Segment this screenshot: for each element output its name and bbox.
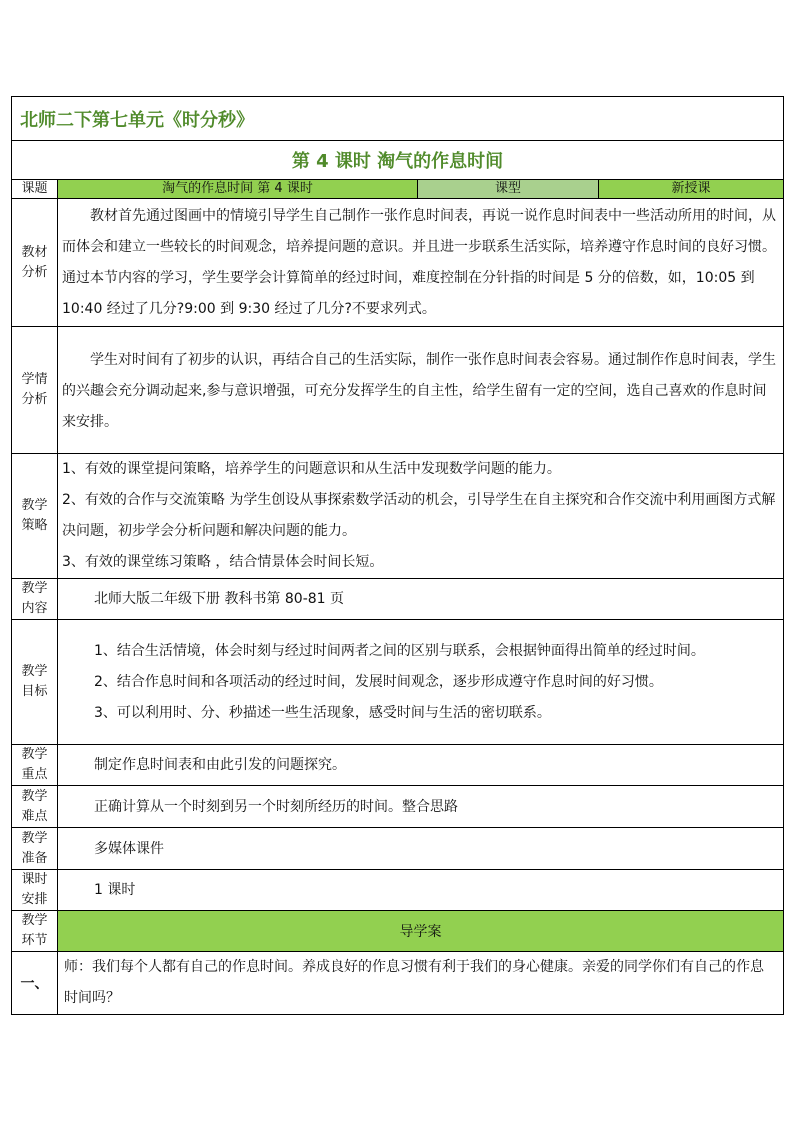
key-point-label xyxy=(12,745,58,786)
goal-item: 1、结合生活情境，体会时刻与经过时间两者之间的区别与联系，会根据钟面得出简单的经过时间。 xyxy=(94,642,705,659)
preparation-label xyxy=(12,828,58,870)
subtitle-row xyxy=(12,141,784,180)
goal-item: 3、可以利用时、分、秒描述一些生活现象，感受时间与生活的密切联系。 xyxy=(94,704,551,721)
lesson-title: 第 4 课时 淘气的作息时间 xyxy=(12,141,784,180)
label-line: 分析 xyxy=(21,392,48,407)
strategy-content xyxy=(58,454,784,579)
strategy-item: 1、有效的课堂提问策略，培养学生的问题意识和从生活中发现数学问题的能力。 xyxy=(62,461,561,477)
student-analysis-text: 学生对时间有了初步的认识，再结合自己的生活实际，制作一张作息时间表会容易。通过制作作息时间表，学生的兴趣会充分调动起来,参与意识增强，可充分发挥学生的自主性，给学生留有一定的空间，选自己喜欢的作息时间来安排。 xyxy=(62,351,776,430)
label-line: 学情 xyxy=(21,372,48,387)
title-row xyxy=(12,97,784,141)
type-value: 新授课 xyxy=(599,180,784,199)
textbook-analysis-row xyxy=(12,199,784,327)
content-row xyxy=(12,579,784,620)
label-line: 教学 xyxy=(21,788,48,804)
label-line: 重点 xyxy=(21,767,48,782)
textbook-analysis-text: 教材首先通过图画中的情境引导学生自己制作一张作息时间表，再说一说作息时间表中一些活动所用的时间，从而体会和建立一些较长的时间观念，培养提问题的意识。并且进一步联系生活实际，培养遵守作息时间的良好习惯。通过本节内容的学习，学生要学会计算简单的经过时间，难度控制在分针指的时间是 5 分的倍数，如，10:05 到 10:40 经过了几分?9:00 到 9:30 经过了几分?不要求列式。 xyxy=(62,207,776,317)
student-analysis-content xyxy=(58,327,784,454)
topic-value: 淘气的作息时间 第 4 课时 xyxy=(58,180,418,199)
schedule-label xyxy=(12,870,58,911)
student-analysis-row xyxy=(12,327,784,454)
strategy-label xyxy=(12,454,58,579)
schedule-value: 1 课时 xyxy=(58,870,784,911)
schedule-row xyxy=(12,870,784,911)
label-line: 教学 xyxy=(21,664,48,679)
difficulty-label xyxy=(12,786,58,828)
type-label: 课型 xyxy=(418,180,599,199)
process-row xyxy=(12,911,784,952)
label-line: 准备 xyxy=(21,850,48,866)
preparation-row xyxy=(12,828,784,870)
label-line: 策略 xyxy=(21,518,48,533)
difficulty-row xyxy=(12,786,784,828)
label-line: 内容 xyxy=(21,601,48,616)
label-line: 环节 xyxy=(21,933,48,948)
strategy-row xyxy=(12,454,784,579)
goals-label xyxy=(12,620,58,745)
step-number: 一、 xyxy=(12,952,58,1015)
info-row xyxy=(12,180,784,199)
label-line: 教学 xyxy=(21,498,48,513)
label-line: 教学 xyxy=(21,913,48,928)
key-point-value: 制定作息时间表和由此引发的问题探究。 xyxy=(58,745,784,786)
textbook-analysis-content xyxy=(58,199,784,327)
strategy-item: 3、有效的课堂练习策略 ，结合情景体会时间长短。 xyxy=(62,554,384,570)
label-line: 教学 xyxy=(21,581,48,596)
difficulty-value: 正确计算从一个时刻到另一个时刻所经历的时间。整合思路 xyxy=(58,786,784,828)
step-one-text: 师：我们每个人都有自己的作息时间。养成良好的作息习惯有利于我们的身心健康。亲爱的同学你们有自己的作息时间吗？ xyxy=(64,959,764,1006)
label-line: 教学 xyxy=(21,830,48,846)
unit-title: 北师二下第七单元《时分秒》 xyxy=(12,97,784,141)
label-line: 课时 xyxy=(21,872,48,887)
step-one-row xyxy=(12,952,784,1015)
label-line: 分析 xyxy=(21,264,48,280)
lesson-plan-table xyxy=(11,96,784,1015)
step-one-content xyxy=(58,952,784,1015)
preparation-value: 多媒体课件 xyxy=(58,828,784,870)
goals-row xyxy=(12,620,784,745)
guided-learning-header: 导学案 xyxy=(58,911,784,952)
label-line: 目标 xyxy=(21,684,48,699)
key-point-row xyxy=(12,745,784,786)
strategy-item: 2、有效的合作与交流策略 为学生创设从事探索数学活动的机会，引导学生在自主探究和合作交流中利用画图方式解决问题，初步学会分析问题和解决问题的能力。 xyxy=(62,492,776,539)
content-label xyxy=(12,579,58,620)
label-line: 教学 xyxy=(21,747,48,762)
label-line: 教材 xyxy=(21,244,48,260)
content-value: 北师大版二年级下册 教科书第 80-81 页 xyxy=(58,579,784,620)
process-label xyxy=(12,911,58,952)
goals-content xyxy=(58,620,784,745)
goal-item: 2、结合作息时间和各项活动的经过时间，发展时间观念，逐步形成遵守作息时间的好习惯。 xyxy=(94,673,663,690)
textbook-analysis-label xyxy=(12,199,58,327)
label-line: 难点 xyxy=(21,808,48,824)
topic-label: 课题 xyxy=(12,180,58,199)
student-analysis-label xyxy=(12,327,58,454)
label-line: 安排 xyxy=(21,892,48,907)
